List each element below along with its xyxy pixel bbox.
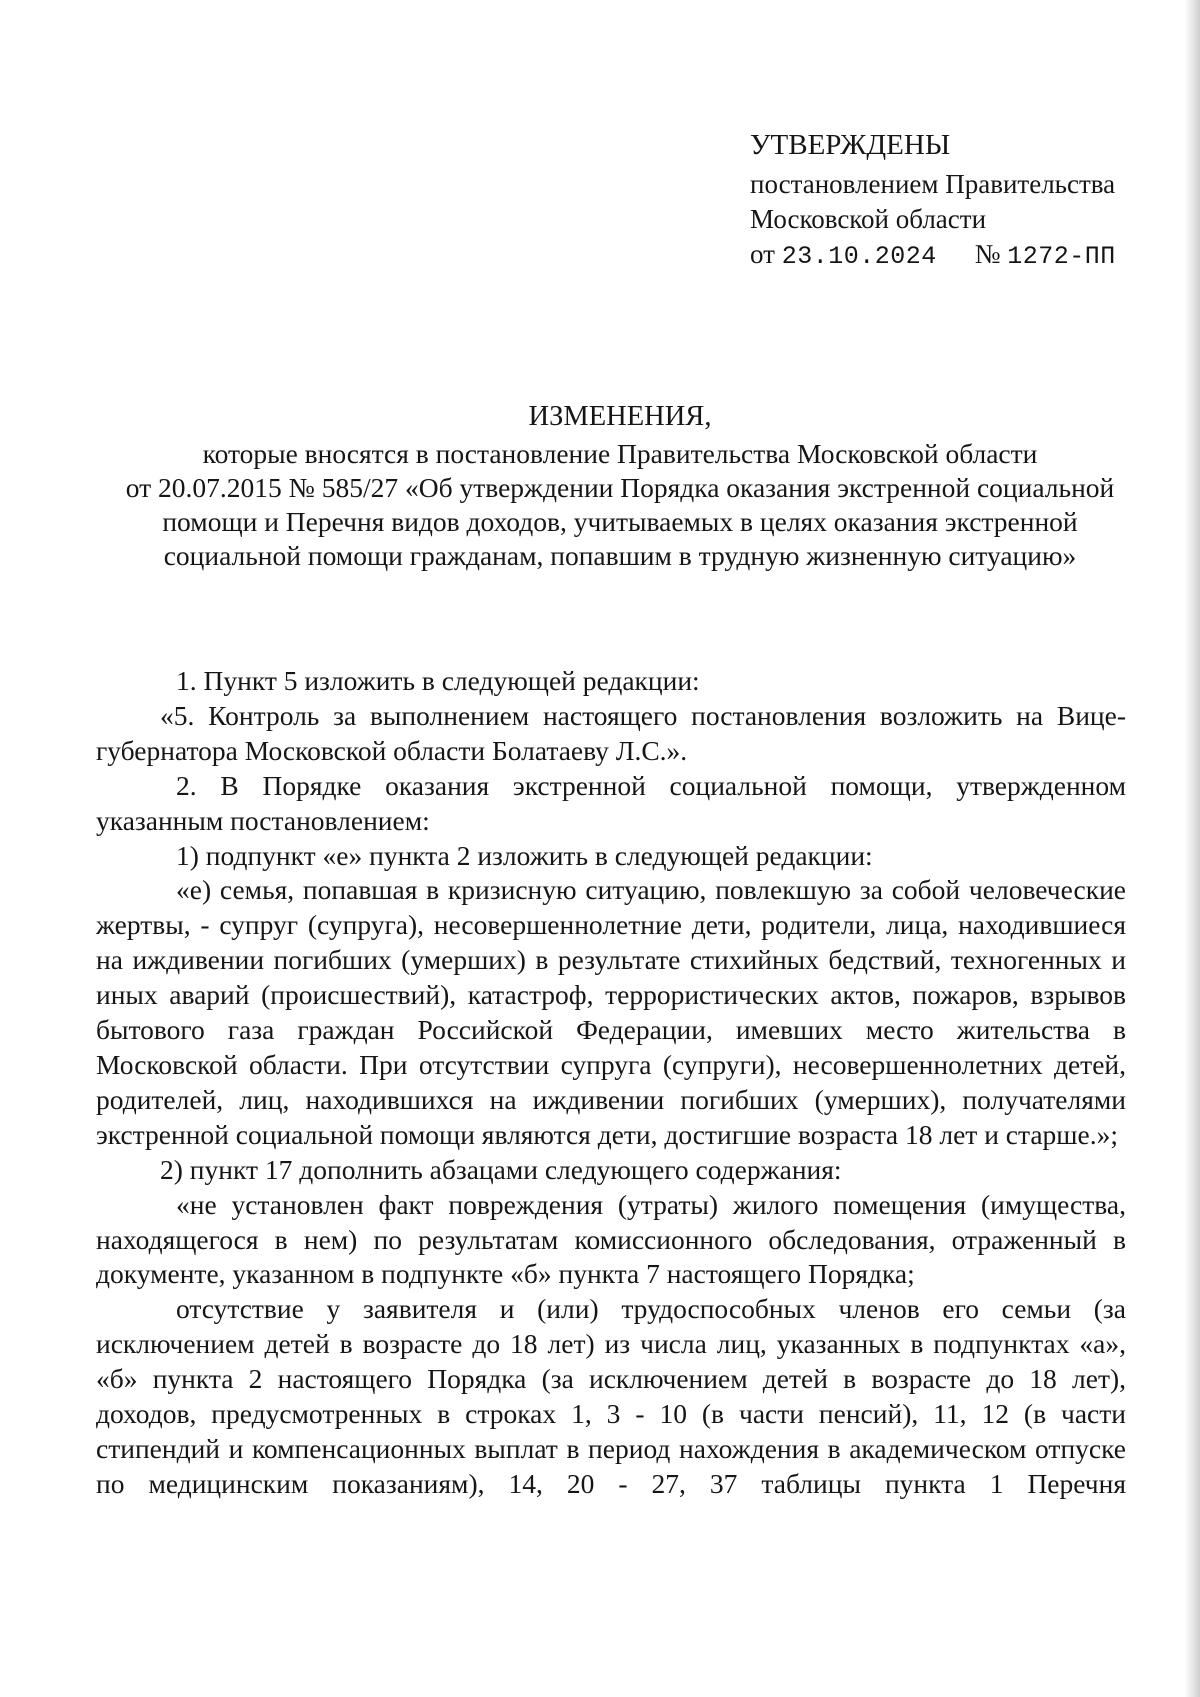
scan-edge-shadow (1184, 0, 1200, 1697)
approval-date-prefix: от (750, 239, 775, 269)
paragraph-8: отсутствие у заявителя и (или) трудоспособных членов его семьи (за исключением детей в возрасте до 18 лет) из числа лиц, указанных в подпунктах «а», «б» пункта 2 настоящего Порядка (за исключением детей в возрасте до 18 лет), доходов, предусмотренных в строках 1, 3 - 10 (в части пенсий), 11, 12 (в части стипендий и компенсационных выплат в период нахождения в академическом отпуске по медицинским показаниям), 14, 20 - 27, 37 таблицы пункта 1 Перечня (96, 1293, 1126, 1499)
approval-number: 1272-ПП (1007, 242, 1116, 271)
approval-line-1: постановлением Правительства (750, 169, 1116, 199)
paragraph-7: «не установлен факт повреждения (утраты) жилого помещения (имущества, находящегося в нем) по результатам комиссионного обследования, отраженный в документе, указанном в подпункте «б» пункта 7 настоящего Порядка; (96, 1188, 1126, 1290)
approval-date-line (750, 237, 1116, 274)
title-line-1: которые вносятся в постановление Правительства Московской области (202, 438, 1038, 469)
title-line-3: помощи и Перечня видов доходов, учитываемых в целях оказания экстренной (162, 506, 1078, 537)
approval-date: 23.10.2024 (781, 242, 937, 271)
paragraph-2: «5. Контроль за выполнением настоящего постановления возложить на Вице-губернатора Московской области Болатаеву Л.С.». (96, 699, 1126, 766)
paragraph-3: 2. В Порядке оказания экстренной социальной помощи, утвержденном указанным постановлением: (96, 769, 1126, 836)
title-line-2: от 20.07.2015 № 585/27 «Об утверждении Порядка оказания экстренной социальной (125, 472, 1115, 503)
paragraph-6: 2) пункт 17 дополнить абзацами следующего содержания: (160, 1153, 842, 1185)
paragraph-1: 1. Пункт 5 изложить в следующей редакции: (176, 665, 700, 696)
title-heading: ИЗМЕНЕНИЯ, (528, 401, 712, 432)
approval-number-sign: № (974, 239, 1001, 269)
approval-heading: УТВЕРЖДЕНЫ (750, 129, 951, 161)
document-title (110, 400, 1130, 573)
approval-line-2: Московской области (750, 204, 987, 234)
paragraph-5: «е) семья, попавшая в кризисную ситуацию, повлекшую за собой человеческие жертвы, - супруг (супруга), несовершеннолетние дети, родители, лица, находившиеся на иждивении погибших (умерших) в результате стихийных бедствий, техногенных и иных аварий (происшествий), катастроф, террористических актов, пожаров, взрывов бытового газа граждан Российской Федерации, имевших место жительства в Московской области. При отсутствии супруга (супруги), несовершеннолетних детей, родителей, лиц, находившихся на иждивении погибших (умерших), получателями экстренной социальной помощи являются дети, достигшие возраста 18 лет и старше.»; (96, 874, 1126, 1150)
document-body (96, 664, 1126, 1502)
approval-stamp (750, 128, 1116, 274)
paragraph-4: 1) подпункт «е» пункта 2 изложить в следующей редакции: (176, 839, 873, 871)
title-line-4: социальной помощи гражданам, попавшим в трудную жизненную ситуацию» (163, 540, 1077, 571)
